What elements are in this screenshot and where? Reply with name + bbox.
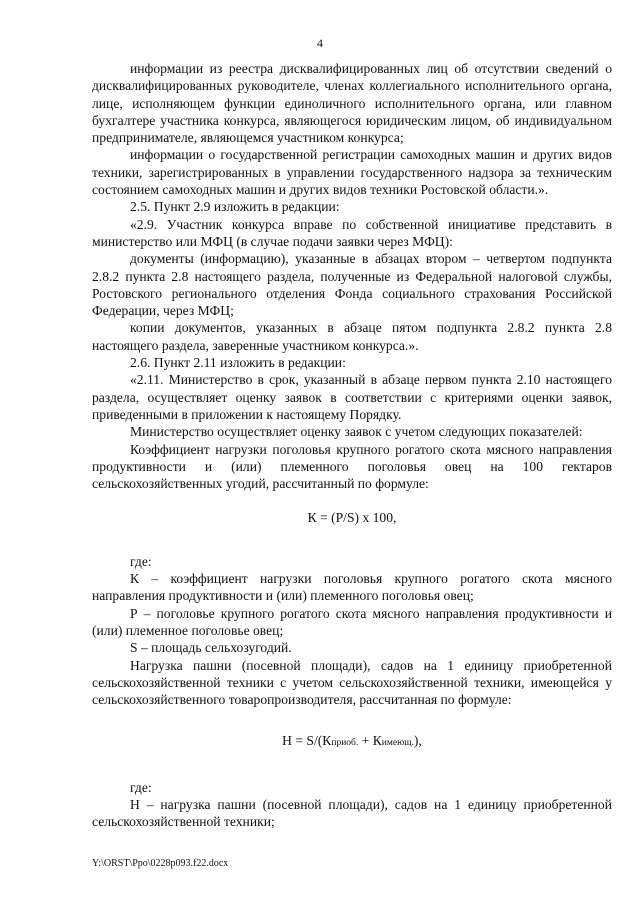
paragraph: Н – нагрузка пашни (посевной площади), садов на 1 единицу приобретенной сельскохозяйственной техники; <box>92 796 612 830</box>
formula-part: Н = S/(К <box>282 733 332 749</box>
paragraph: Министерство осуществляет оценку заявок с учетом следующих показателей: <box>130 424 583 440</box>
paragraph: 2.5. Пункт 2.9 изложить в редакции: <box>130 199 340 215</box>
footer-file-path: Y:\ORST\Ppo\0228p093.f22.docx <box>92 858 229 869</box>
paragraph: Р – поголовье крупного рогатого скота мясного направления продуктивности и (или) племенное поголовье овец; <box>92 605 612 638</box>
document-body <box>92 60 612 831</box>
formula-subscript: приоб. <box>331 738 359 749</box>
paragraph: «2.11. Министерство в срок, указанный в абзаце первом пункта 2.10 настоящего раздела, осуществляет оценку заявок в соответствии с критериями оценки заявок, приведенными в приложении к настоящему Порядку. <box>92 372 612 422</box>
formula-subscript: имеющ. <box>381 738 414 749</box>
paragraph: где: <box>130 553 152 569</box>
paragraph: информации из реестра дисквалифицированных лиц об отсутствии сведений о дисквалифицированных руководителе, членах коллегиального исполнительного органа, лице, исполняющем функции единоличного исполнительного органа, или главном бухгалтере участника конкурса, являющегося юридическим лицом, об индивидуальном предпринимателе, являющемся участником конкурса; <box>92 61 612 146</box>
formula-part: + К <box>358 733 382 749</box>
formula-coefficient: К = (Р/S) х 100, <box>307 510 397 526</box>
paragraph: Коэффициент нагрузки поголовья крупного рогатого скота мясного направления продуктивности и (или) племенного поголовья овец на 100 гектаров сельскохозяйственных угодий, рассчитанный по формуле: <box>92 441 612 492</box>
paragraph: копии документов, указанных в абзаце пятом подпункта 2.8.2 пункта 2.8 настоящего раздела, заверенные участником конкурса.». <box>92 320 612 353</box>
paragraph: документы (информацию), указанные в абзацах втором – четвертом подпункта 2.8.2 пункта 2.8 настоящего раздела, полученные из Федеральной налоговой службы, Ростовского регионального отделения Фонда социального страхования Российской Федерации, через МФЦ; <box>92 251 612 319</box>
paragraph: S – площадь сельхозугодий. <box>130 640 292 656</box>
paragraph: 2.6. Пункт 2.11 изложить в редакции: <box>130 355 346 371</box>
paragraph: где: <box>130 779 152 795</box>
paragraph: «2.9. Участник конкурса вправе по собственной инициативе представить в министерство или МФЦ (в случае подачи заявки через МФЦ): <box>92 216 612 249</box>
page-number: 4 <box>317 36 323 50</box>
formula-load <box>92 732 612 752</box>
formula-part: ), <box>413 733 422 749</box>
paragraph: Нагрузка пашни (посевной площади), садов на 1 единицу приобретенной сельскохозяйственной техники с учетом сельскохозяйственной техники, имеющейся у сельскохозяйственного товаропроизводителя, рассчитанная по формуле: <box>92 657 612 708</box>
paragraph: К – коэффициент нагрузки поголовья крупного рогатого скота мясного направления продуктивности и (или) племенного поголовья овец; <box>92 571 612 604</box>
paragraph: информации о государственной регистрации самоходных машин и других видов техники, зарегистрированных в управлении государственного надзора за техническим состоянием самоходных машин и других видов техники Ростовской области.». <box>92 147 612 198</box>
